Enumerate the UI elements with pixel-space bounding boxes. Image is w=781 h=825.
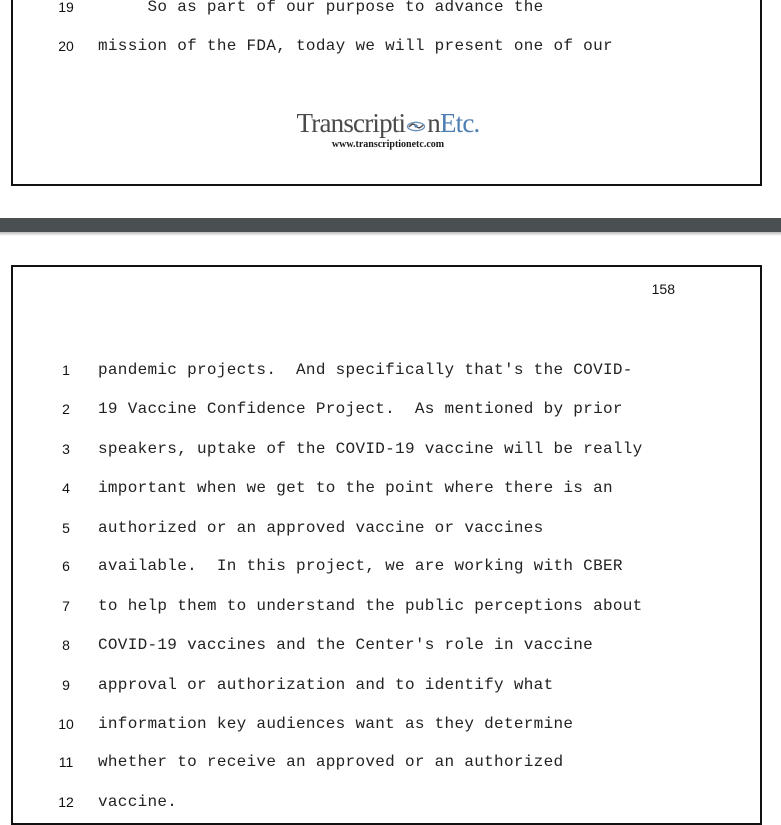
line-text: authorized or an approved vaccine or vaccines [98,519,544,537]
transcript-line [13,517,760,539]
transcript-page-top [11,0,762,186]
transcript-line [13,791,760,813]
line-text: mission of the FDA, today we will present one of our [98,37,613,55]
line-number: 6 [62,558,70,574]
transcript-line [13,751,760,773]
transcript-page-bottom [11,265,762,825]
line-text: pandemic projects. And specifically that's the COVID- [98,361,633,379]
line-number: 12 [58,794,74,810]
transcript-line [13,595,760,617]
transcript-line [13,35,760,57]
line-text: 19 Vaccine Confidence Project. As mentioned by prior [98,400,623,418]
line-number: 8 [62,637,70,653]
logo-text-accent: Etc. [439,108,480,138]
transcript-line [13,398,760,420]
transcript-line [13,477,760,499]
line-number: 19 [58,0,74,15]
line-number: 11 [58,754,74,770]
line-text: speakers, uptake of the COVID-19 vaccine will be really [98,440,643,458]
transcript-line [13,674,760,696]
logo-text-after: n [427,108,440,138]
handshake-icon [406,119,426,133]
line-text: vaccine. [98,793,178,811]
transcript-line [13,0,760,18]
transcription-etc-logo [283,108,493,150]
line-number: 5 [62,520,70,536]
line-number: 9 [62,677,70,693]
page-number: 158 [651,281,675,297]
transcript-line [13,634,760,656]
line-text: available. In this project, we are working with CBER [98,557,623,575]
line-number: 7 [62,598,70,614]
line-number: 20 [58,38,74,54]
line-text: to help them to understand the public perceptions about [98,597,643,615]
line-text: approval or authorization and to identify what [98,676,554,694]
transcript-line [13,438,760,460]
line-text: COVID-19 vaccines and the Center's role in vaccine [98,636,594,654]
line-text: So as part of our purpose to advance the [98,0,544,16]
page-divider [0,218,781,232]
line-text: important when we get to the point where there is an [98,479,613,497]
transcript-line [13,713,760,735]
logo-text-before: Transcripti [296,108,406,138]
page-divider-shadow [0,232,781,236]
line-text: whether to receive an approved or an authorized [98,753,564,771]
line-number: 2 [62,401,70,417]
line-number: 3 [62,441,70,457]
transcript-line [13,359,760,381]
transcript-line [13,555,760,577]
line-number: 10 [58,716,74,732]
logo-url: www.transcriptionetc.com [331,139,445,150]
line-text: information key audiences want as they determine [98,715,574,733]
line-number: 1 [62,362,70,378]
line-number: 4 [62,480,70,496]
logo-wordmark [283,108,493,138]
